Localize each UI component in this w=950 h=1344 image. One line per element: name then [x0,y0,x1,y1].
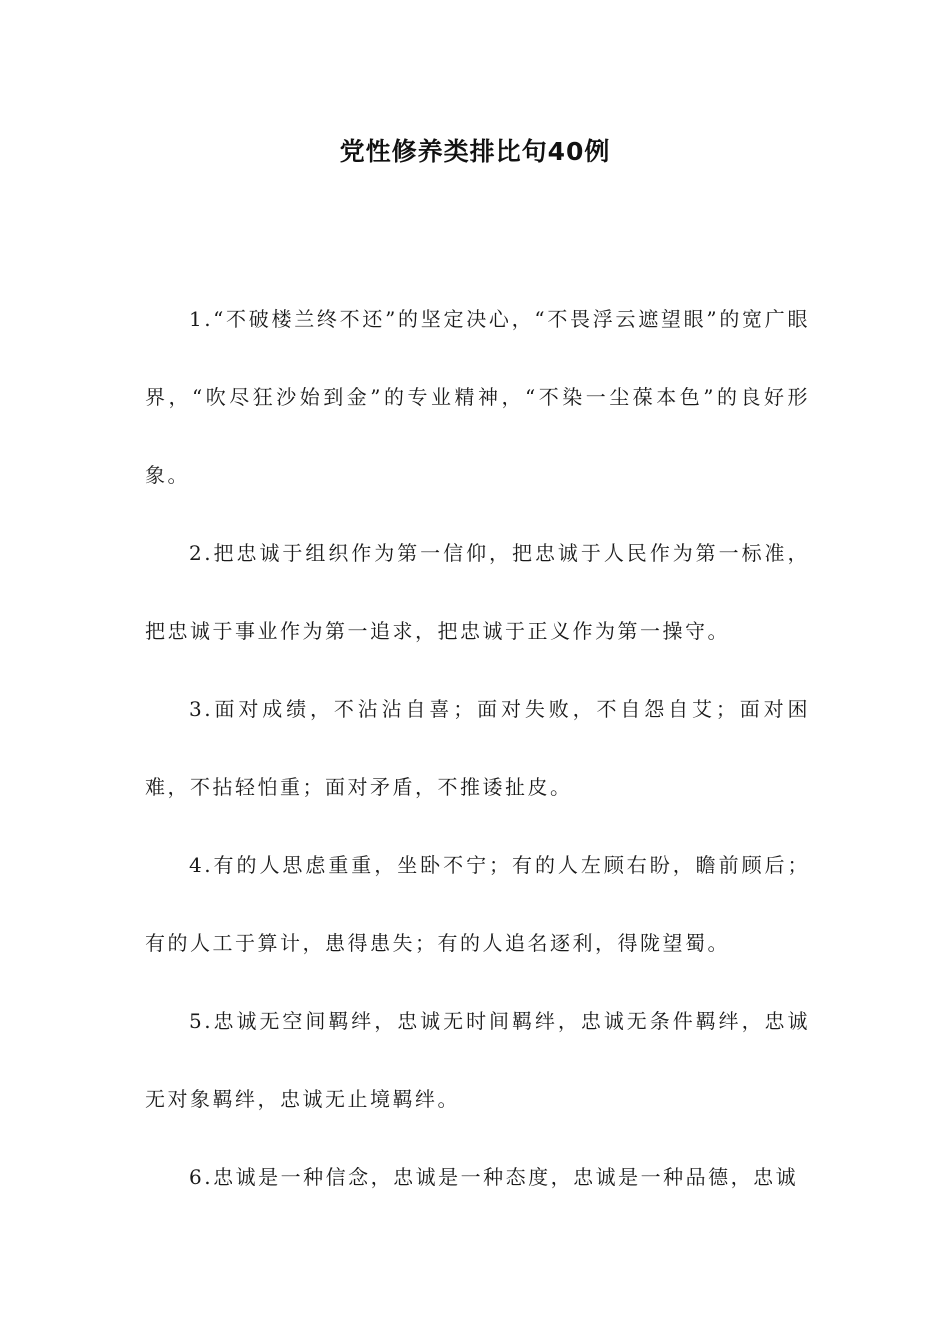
paragraph-6: 6.忠诚是一种信念，忠诚是一种态度，忠诚是一种品德，忠诚 [189,1165,799,1189]
paragraph-4: 4.有的人思虑重重，坐卧不宁；有的人左顾右盼，瞻前顾后；有的人工于算计，患得患失；有的人追名逐利，得陇望蜀。 [145,853,810,955]
document-title: 党性修养类排比句40例 [339,137,611,166]
paragraph-5: 5.忠诚无空间羁绊，忠诚无时间羁绊，忠诚无条件羁绊，忠诚无对象羁绊，忠诚无止境羁绊。 [145,1009,810,1111]
paragraph-3: 3.面对成绩，不沾沾自喜；面对失败，不自怨自艾；面对困难，不拈轻怕重；面对矛盾，不推诿扯皮。 [145,697,810,799]
paragraph-1: 1.“不破楼兰终不还”的坚定决心，“不畏浮云遮望眼”的宽广眼界，“吹尽狂沙始到金”的专业精神，“不染一尘葆本色”的良好形象。 [145,307,810,487]
paragraph-2: 2.把忠诚于组织作为第一信仰，把忠诚于人民作为第一标准，把忠诚于事业作为第一追求，把忠诚于正义作为第一操守。 [145,541,810,643]
document-body [145,280,810,1216]
